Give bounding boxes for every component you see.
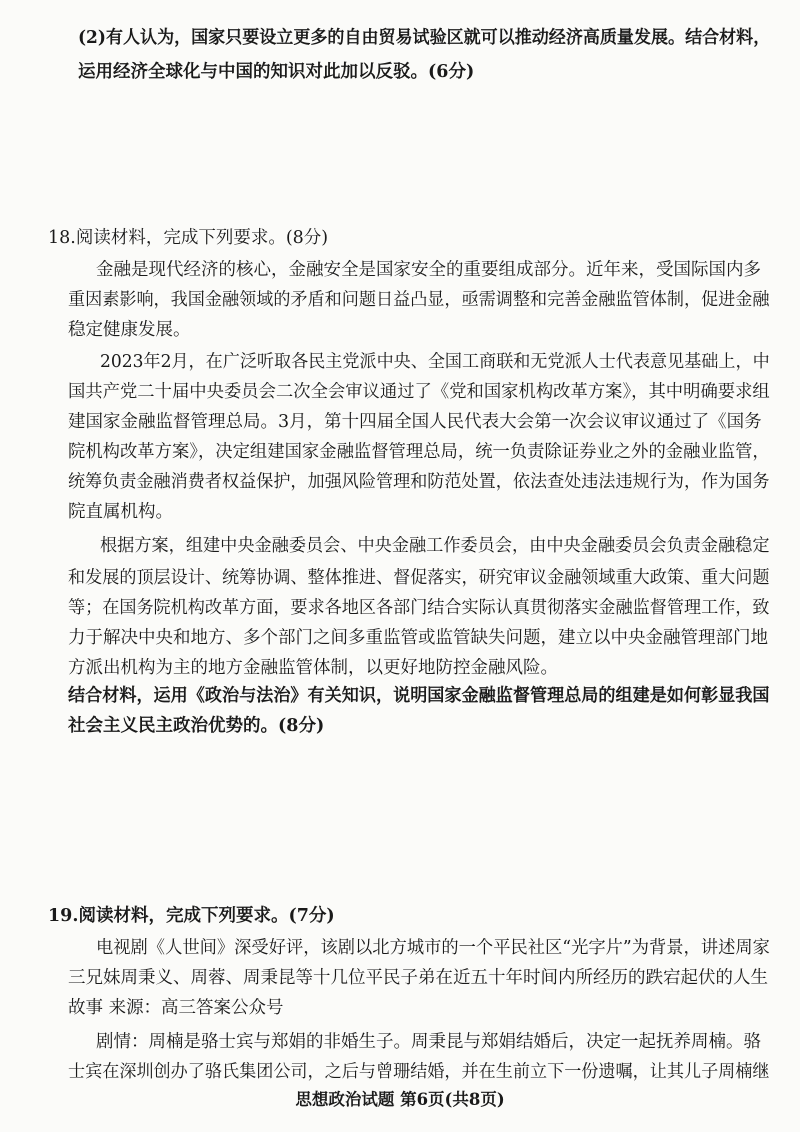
q18-question-line: 结合材料，运用《政治与法治》有关知识，说明国家金融监督管理总局的组建是如何彰显我国 — [68, 686, 770, 706]
q17-part2-line: 运用经济全球化与中国的知识对此加以反驳。(6分) — [78, 62, 475, 82]
q19-text-line: 电视剧《人世间》深受好评，该剧以北方城市的一个平民社区“光字片”为背景，讲述周家 — [96, 938, 770, 958]
q18-text-line: 等；在国务院机构改革方面，要求各地区各部门结合实际认真贯彻落实金融监督管理工作，致 — [68, 598, 770, 618]
q18-text-line: 根据方案，组建中央金融委员会、中央金融工作委员会，由中央金融委员会负责金融稳定 — [100, 536, 770, 556]
q18-text-line: 力于解决中央和地方、多个部门之间多重监管或监管缺失问题，建立以中央金融管理部门地 — [68, 628, 768, 648]
q17-part2-line: (2)有人认为，国家只要设立更多的自由贸易试验区就可以推动经济高质量发展。结合材料， — [78, 28, 771, 48]
q19-heading: 19.阅读材料，完成下列要求。(7分) — [48, 906, 335, 926]
q18-text-line: 院机构改革方案》，决定组建国家金融监督管理总局，统一负责除证券业之外的金融业监管， — [68, 442, 770, 462]
q18-text-line: 方派出机构为主的地方金融监管体制，以更好地防控金融风险。 — [68, 658, 558, 678]
q18-text-line: 国共产党二十届中央委员会二次全会审议通过了《党和国家机构改革方案》，其中明确要求组 — [68, 382, 770, 402]
q18-text-line: 稳定健康发展。 — [68, 320, 191, 340]
q18-text-line: 院直属机构。 — [68, 502, 173, 522]
q18-text-line: 金融是现代经济的核心，金融安全是国家安全的重要组成部分。近年来，受国际国内多 — [96, 260, 761, 280]
q19-text-line: 故事 来源：高三答案公众号 — [68, 998, 284, 1018]
q18-text-line: 和发展的顶层设计、统筹协调、整体推进、督促落实，研究审议金融领域重大政策、重大问题 — [68, 568, 770, 588]
q18-question-line: 社会主义民主政治优势的。(8分) — [68, 716, 325, 736]
q18-heading: 18.阅读材料，完成下列要求。(8分) — [48, 228, 329, 248]
q18-text-line: 建国家金融监督管理总局。3月，第十四届全国人民代表大会第一次会议审议通过了《国务 — [68, 412, 762, 432]
q18-text-line: 2023年2月，在广泛听取各民主党派中央、全国工商联和无党派人士代表意见基础上，中 — [100, 352, 770, 372]
page-footer: 思想政治试题 第6页(共8页) — [295, 1090, 505, 1109]
q19-text-line: 剧情：周楠是骆士宾与郑娟的非婚生子。周秉昆与郑娟结婚后，决定一起抚养周楠。骆 — [96, 1032, 761, 1052]
q18-text-line: 统筹负责金融消费者权益保护，加强风险管理和防范处置，依法查处违法违规行为，作为国务 — [68, 472, 770, 492]
q19-text-line: 士宾在深圳创办了骆氏集团公司，之后与曾珊结婚，并在生前立下一份遗嘱，让其儿子周楠继 — [68, 1062, 770, 1082]
q18-text-line: 重因素影响，我国金融领域的矛盾和问题日益凸显，亟需调整和完善金融监管体制，促进金融 — [68, 290, 770, 310]
q19-text-line: 三兄妹周秉义、周蓉、周秉昆等十几位平民子弟在近五十年时间内所经历的跌宕起伏的人生 — [68, 968, 768, 988]
